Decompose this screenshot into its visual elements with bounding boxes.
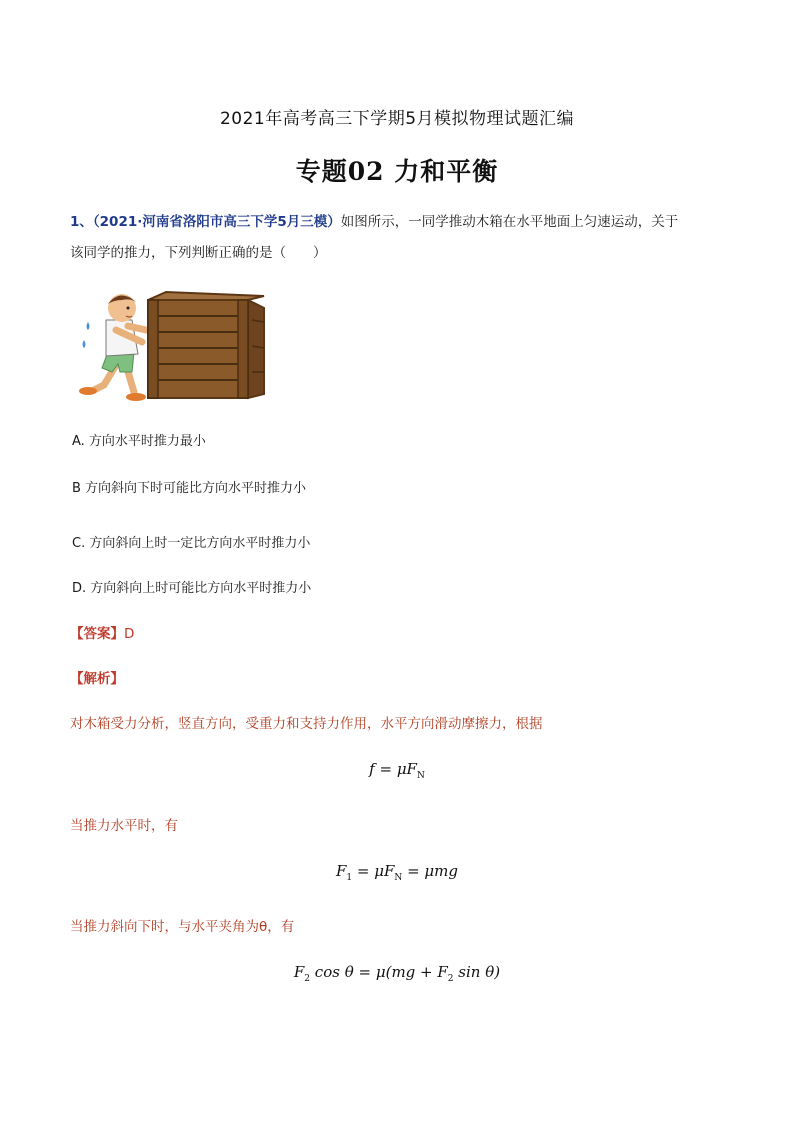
analysis-line-1: 对木箱受力分析，竖直方向，受重力和支持力作用，水平方向滑动摩擦力，根据: [70, 716, 543, 732]
formula-friction: $f = \mu F_N$: [369, 760, 425, 781]
option-d: D. 方向斜向上时可能比方向水平时推力小: [72, 581, 312, 596]
answer-label: 【答案】: [70, 626, 124, 642]
question-stem-text: 如图所示，一同学推动木箱在水平地面上匀速运动，关于: [340, 214, 679, 230]
answer-value: D: [124, 626, 135, 642]
series-title: 2021年高考高三下学期5月模拟物理试题汇编: [219, 109, 575, 129]
topic-title: 专题02 力和平衡: [295, 157, 499, 186]
option-a: A. 方向水平时推力最小: [72, 434, 206, 449]
formula-downward-push: $F_2$ $\cos \theta = \mu(mg + F_2$ sin θ): [293, 963, 501, 984]
analysis-line-3: 当推力斜向下时，与水平夹角为θ，有: [70, 919, 295, 935]
question-number: 1、: [70, 214, 93, 230]
question-source: （2021·河南省洛阳市高三下学5月三模）: [92, 214, 341, 230]
analysis-line-2: 当推力水平时，有: [70, 818, 178, 834]
answer: [70, 622, 134, 642]
question-stem-line1: [70, 213, 730, 231]
option-c: C. 方向斜向上时一定比方向水平时推力小: [72, 536, 311, 551]
question-stem-line2: 该同学的推力，下列判断正确的是（ ）: [70, 245, 327, 261]
option-b: B 方向斜向下时可能比方向水平时推力小: [72, 481, 307, 496]
analysis-heading: 【解析】: [70, 671, 124, 687]
formula-horizontal-push: $F_1 = \mu F_N = \mu mg$: [336, 862, 458, 883]
boy-pushing-crate-illustration: [76, 290, 276, 409]
